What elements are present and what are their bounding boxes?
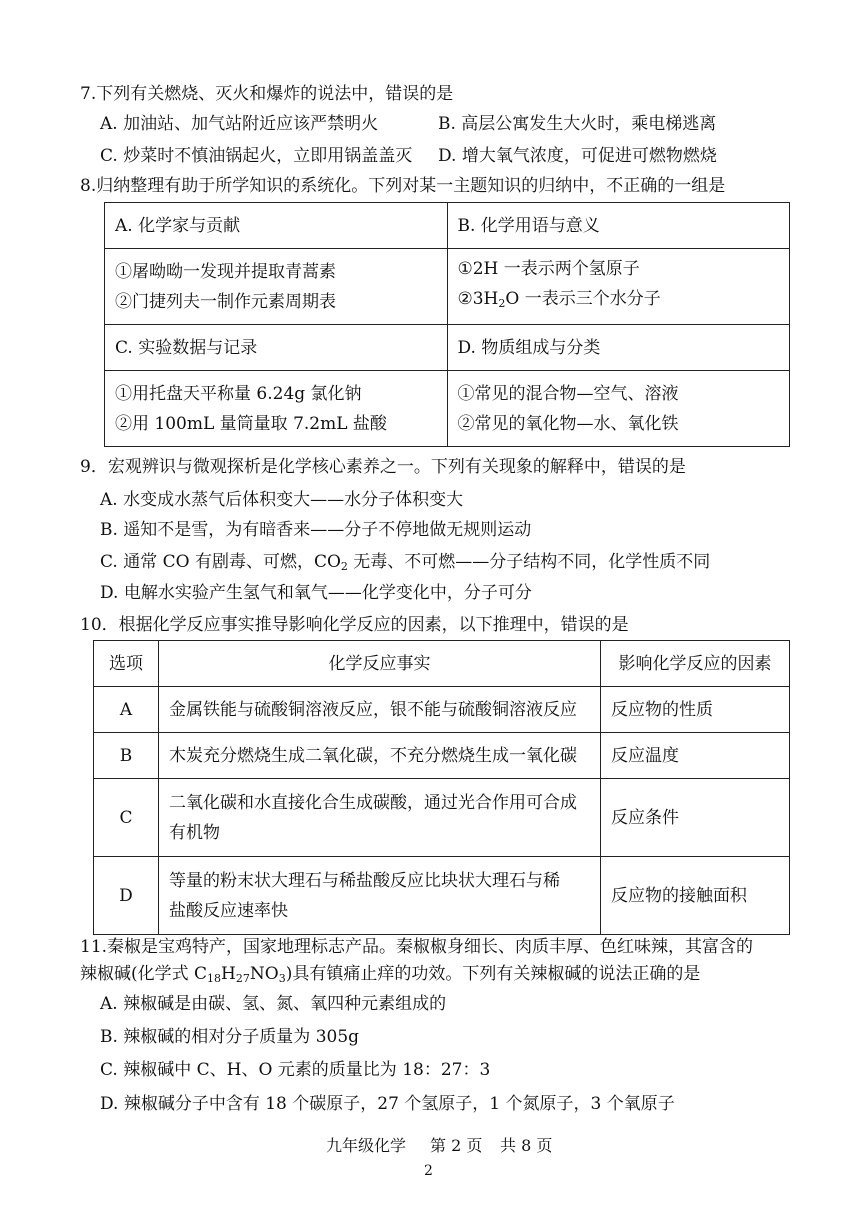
- q10-row-a-fact: 金属铁能与硫酸铜溶液反应，银不能与硫酸铜溶液反应: [159, 687, 601, 733]
- q10-row-d-factor: 反应物的接触面积: [601, 857, 790, 935]
- q8-cell-b-body: [447, 249, 790, 325]
- table-row: [94, 687, 790, 733]
- table-row: [94, 857, 790, 935]
- q8-c-line1: ①用托盘天平称量 6.24g 氯化钠: [115, 383, 362, 404]
- q8-table: [104, 202, 790, 447]
- q10-row-c-factor: 反应条件: [601, 779, 790, 857]
- q10-row-d-fact: 等量的粉末状大理石与稀盐酸反应比块状大理石与稀 盐酸反应速率快: [159, 857, 601, 935]
- q8-stem: 8.归纳整理有助于所学知识的系统化。下列对某一主题知识的归纳中，不正确的一组是: [80, 176, 726, 196]
- q10-table: [93, 640, 790, 935]
- q11-option-a: A. 辣椒碱是由碳、氢、氮、氧四种元素组成的: [100, 994, 447, 1014]
- q8-c-line2: ②用 100mL 量筒量取 7.2mL 盐酸: [115, 413, 387, 434]
- q8-cell-b-head: B. 化学用语与意义: [447, 203, 790, 249]
- q8-b-line1: ①2H 一表示两个氢原子: [457, 259, 640, 279]
- q10-head-factor: 影响化学反应的因素: [601, 641, 790, 687]
- q9-option-b: B. 遥知不是雪，为有暗香来——分子不停地做无规则运动: [100, 520, 532, 540]
- q7-option-d: D. 增大氧气浓度，可促进可燃物燃烧: [438, 146, 717, 166]
- q8-cell-c-body: [105, 371, 448, 447]
- q7-option-a: A. 加油站、加气站附近应该严禁明火: [100, 114, 379, 134]
- q10-row-a-factor: 反应物的性质: [601, 687, 790, 733]
- q11-stem-line1: 11.秦椒是宝鸡特产，国家地理标志产品。秦椒椒身细长、肉质丰厚、色红味辣，其富含的: [80, 937, 754, 957]
- q7-option-c: C. 炒菜时不慎油锅起火，立即用锅盖盖灭: [100, 146, 413, 166]
- footer-page: 第 2 页: [430, 1136, 483, 1155]
- q9-option-a: A. 水变成水蒸气后体积变大——水分子体积变大: [100, 490, 464, 510]
- q9-option-d: D. 电解水实验产生氢气和氧气——化学变化中，分子可分: [100, 583, 532, 603]
- footer-total: 共 8 页: [500, 1136, 553, 1155]
- q8-cell-c-head: C. 实验数据与记录: [105, 325, 448, 371]
- q10-row-c-fact: 二氧化碳和水直接化合生成碳酸，通过光合作用可合成 有机物: [159, 779, 601, 857]
- q11-option-d: D. 辣椒碱分子中含有 18 个碳原子，27 个氢原子，1 个氮原子，3 个氧原子: [100, 1094, 675, 1114]
- q8-cell-a-head: A. 化学家与贡献: [105, 203, 448, 249]
- table-row: [94, 779, 790, 857]
- q9-stem: 9．宏观辨识与微观探析是化学核心素养之一。下列有关现象的解释中，错误的是: [80, 457, 686, 477]
- q8-cell-d-head: D. 物质组成与分类: [447, 325, 790, 371]
- page-number: 2: [424, 1163, 433, 1179]
- q11-option-b: B. 辣椒碱的相对分子质量为 305g: [100, 1027, 360, 1047]
- q10-row-b-factor: 反应温度: [601, 733, 790, 779]
- q10-head-fact: 化学反应事实: [159, 641, 601, 687]
- q8-cell-d-body: [447, 371, 790, 447]
- footer-subject: 九年级化学: [326, 1136, 407, 1155]
- q10-row-b-fact: 木炭充分燃烧生成二氧化碳，不充分燃烧生成一氧化碳: [159, 733, 601, 779]
- q10-row-b-option: B: [94, 733, 159, 779]
- q8-cell-a-body: [105, 249, 448, 325]
- q8-a-line1: ①屠呦呦一发现并提取青蒿素: [115, 261, 336, 282]
- q10-row-c-option: C: [94, 779, 159, 857]
- q8-d-line1: ①常见的混合物—空气、溶液: [457, 383, 679, 404]
- q11-stem-line2: 辣椒碱(化学式 $C_{18}H_{27}NO_3$)具有镇痛止痒的功效。下列有关辣椒碱的说法正确的是: [80, 964, 701, 985]
- table-row: [94, 733, 790, 779]
- q8-b-line2: $②3H_2O$ 一表示三个水分子: [457, 289, 661, 310]
- q7-option-b: B. 高层公寓发生大火时，乘电梯逃离: [438, 114, 717, 134]
- q9-option-c: C. 通常 CO 有剧毒、可燃，$CO_2$ 无毒、不可燃——分子结构不同，化学性质不同: [100, 552, 711, 573]
- q10-head-option: 选项: [94, 641, 159, 687]
- q10-row-a-option: A: [94, 687, 159, 733]
- q8-d-line2: ②常见的氧化物—水、氧化铁: [457, 413, 679, 434]
- q10-row-d-option: D: [94, 857, 159, 935]
- q7-stem: 7.下列有关燃烧、灭火和爆炸的说法中，错误的是: [80, 84, 454, 104]
- q11-option-c: C. 辣椒碱中 C、H、O 元素的质量比为 18：27：3: [100, 1060, 491, 1080]
- q10-stem: 10．根据化学反应事实推导影响化学反应的因素，以下推理中，错误的是: [80, 615, 629, 635]
- q8-a-line2: ②门捷列夫一制作元素周期表: [115, 291, 336, 312]
